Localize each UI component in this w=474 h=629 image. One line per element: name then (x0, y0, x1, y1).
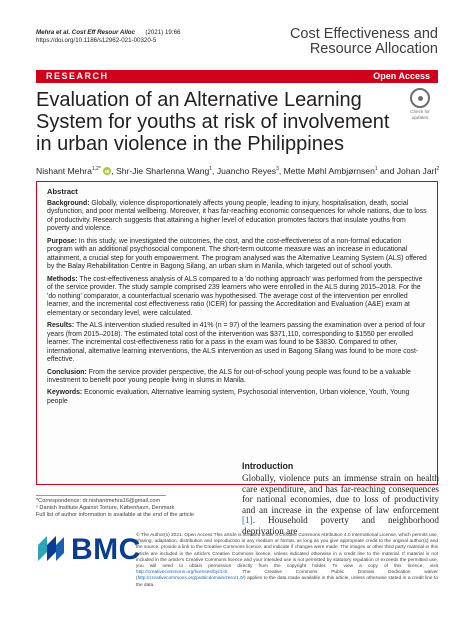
abstract-background (47, 200, 427, 234)
author-affiliation: 1 (209, 166, 213, 172)
license-text-2: . The Creative Commons Public Domain Dedication waiver ( (136, 570, 438, 582)
author-name: , Mette Møhl Ambjørnsen (278, 165, 375, 176)
introduction-heading: Introduction (242, 461, 294, 471)
introduction-text (242, 473, 439, 537)
section-label: Results: (47, 322, 75, 330)
abstract-purpose (47, 238, 427, 272)
year-page: (2021) 19:66 (145, 29, 181, 36)
doi-link[interactable]: https://doi.org/10.1186/s12962-021-00320-5 (36, 37, 157, 44)
correspondence-email[interactable]: *Correspondence: dr.nishantmehra16@gmail.com (36, 498, 161, 504)
author-affiliation: 1,2* (91, 166, 101, 172)
author-name: , Shr-Jie Sharlenna Wang (111, 165, 210, 176)
journal-name-line2: Resource Allocation (309, 41, 438, 57)
author-list (36, 164, 446, 177)
section-label: Conclusion: (47, 368, 87, 376)
license-text: © The Author(s) 2021. Open Access This article is licensed under a Creative Commons Attribution 4.0 International License, which permits use, sharing, adaptation, distribution and reproduction in any medium or format, as long as you give appropriate credit to the original author(s) and the source, provide a link to the Creative Commons licence, and indicate if changes were made. The images or other third party material in this article are included in the article's Creative Commons licence, unless indicated otherwise in a credit line to the material. If material is not included in the article's Creative Commons licence and your intended use is not permitted by statutory regulation or exceeds the permitted use, you will need to obtain permission directly from the copyright holder. To view a copy of this licence, visit (136, 533, 438, 570)
abstract-keywords (47, 389, 427, 406)
author-name: and Johan Jarl (377, 165, 437, 176)
check-updates-label-1: Check for (410, 109, 430, 114)
section-label: Purpose: (47, 237, 77, 245)
license-text-3: ) applies to the data made available in this article, unless otherwise stated in a credit line to the data. (136, 576, 438, 588)
section-text: Globally, violence disproportionately affects young people, leading to injury, hospitalisation, death, social dysfunction, and poor mental wellbeing. Moreover, it has far-reaching economic consequences for whole nations, due to loss of productivity. Research suggests that attaining a higher level of education promotes factors that insulate youths from poverty and violence. (47, 199, 427, 233)
abstract-methods (47, 276, 427, 319)
section-text: The ALS intervention studied resulted in 41% (n = 97) of the learners passing the examination over a period of four years (from 2015–2018). The estimated total cost of the intervention was $371,110, corresponding to $1550 per enrolled learner. The incremental cost-effectiveness ratio for a pass in the exam was found to be $3830. Compared to other, international, alternative learning interventions, the ALS intervention as used in Bagong Silang was found to be more cost-effective. (47, 322, 426, 364)
intro-body-cont: . Household poverty and neighborhood deprivation are (242, 515, 439, 536)
license-statement (136, 533, 438, 589)
section-text: In this study, we investigated the outcomes, the cost, and the cost-effectiveness of a non-formal education program with an additional psychosocial component. The short-term outcome measure was an increase in educational attainment, a crucial step for youth empowerment. The program analysed was the Alternative Learning System (ALS) offered by the Balay Rehabilitation Centre in Bagong Silang, an urban slum in Manila, which targeted out of school youth. (47, 237, 427, 271)
license-link[interactable]: http://creativecommons.org/licenses/by/4.0/ (136, 570, 228, 576)
author-affiliation: 2 (436, 166, 440, 172)
author-affiliation: 1 (374, 166, 378, 172)
footnotes (36, 498, 232, 519)
bmc-logo: BMC (71, 533, 141, 566)
abstract-heading: Abstract (47, 187, 78, 196)
public-domain-link[interactable]: http://creativecommons.org/publicdomain/zero/1.0/ (137, 576, 244, 582)
bmc-logo-icon (38, 536, 64, 561)
article-title: Evaluation of an Alternative Learning System for youths at risk of involvement in urban violence in the Philippines (36, 89, 390, 155)
section-text: From the service provider perspective, the ALS for out-of-school young people was found to be a valuable investment to benefit poor young people living in slums in Manila. (47, 368, 411, 385)
section-label: Keywords: (47, 389, 83, 397)
section-label: Background: (47, 199, 90, 207)
section-text: Economic evaluation, Alternative learning system, Psychosocial intervention, Urban violence, Youth, Young people (47, 389, 410, 406)
intro-body: Globally, violence puts an immense strain on health care expenditure, and has far-reaching consequences for national economies, due to loss of productivity and an increase in the expense of law enforcement (242, 473, 439, 515)
author-name: Nishant Mehra (36, 165, 92, 176)
abstract-conclusion (47, 369, 427, 386)
article-type-banner (36, 70, 438, 83)
section-label: Methods: (47, 275, 78, 283)
article-type-label: RESEARCH (46, 71, 109, 81)
author-name: , Juancho Reyes (212, 165, 277, 176)
author-affiliation: 3 (276, 166, 279, 172)
reference-link[interactable]: [1] (242, 515, 253, 526)
section-text: The cost-effectiveness analysis of ALS compared to a 'do nothing approach' was performed from the perspective of the service provider. The study sample comprised 239 learners who were enrolled in the ALS during 2015–2018. For the 'do nothing' comparator, a counterfactual scenario was hypothesised. The average cost of the intervention per enrolled learner, and the incremental cost effectiveness ratio (ICER) for passing the Accreditation and Evaluation (A&E) exam at elementary or secondary level, were calculated. (47, 275, 423, 317)
abstract-results (47, 322, 427, 365)
author-info-note: Full list of author information is available at the end of the article (36, 512, 194, 518)
journal-name (290, 27, 438, 57)
orcid-icon[interactable] (103, 167, 111, 175)
citation-header (36, 29, 180, 45)
check-updates-label-2: updates (411, 115, 429, 120)
affiliation-note: ¹ Danish Institute Against Torture, København, Denmark (36, 505, 175, 511)
check-for-updates-button[interactable] (403, 88, 437, 120)
abstract-box (36, 181, 438, 485)
footnote-divider (36, 495, 166, 496)
journal-name-line1: Cost Effectiveness and (289, 26, 438, 42)
check-updates-icon (410, 88, 430, 108)
open-access-label: Open Access (373, 71, 430, 81)
journal-citation: Mehra et al. Cost Eff Resour Alloc (36, 29, 136, 36)
